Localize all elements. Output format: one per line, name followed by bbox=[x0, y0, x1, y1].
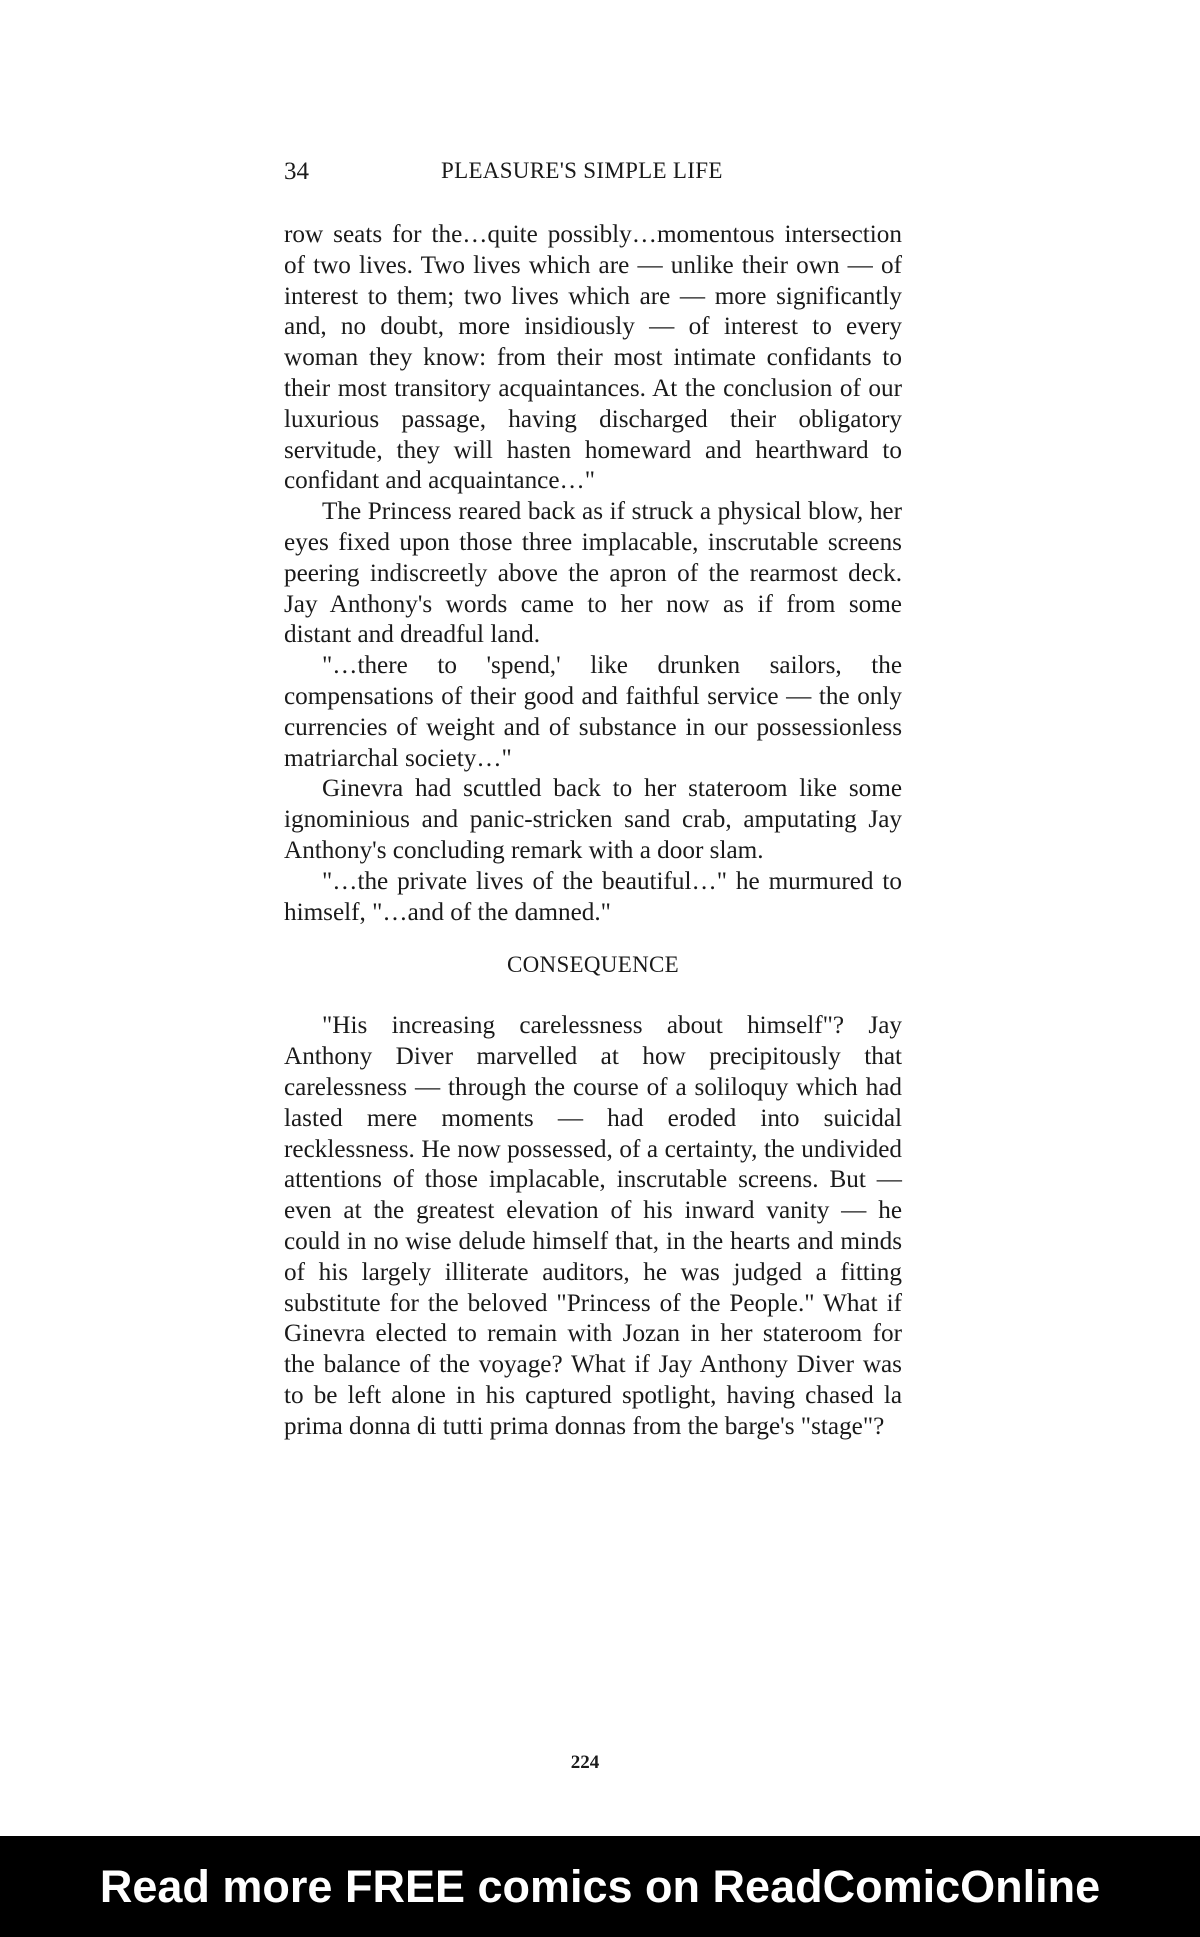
paragraph: "His increasing carelessness about himself"? Jay Anthony Diver marvelled at how precipitously that carelessness — through the course of a soliloquy which had lasted mere moments — had eroded into suicidal recklessness. He now possessed, of a certainty, the undivided attentions of those implacable, inscrutable screens. But — even at the greatest elevation of his inward vanity — he could in no wise delude himself that, in the hearts and minds of his largely illiterate auditors, he was judged a fitting substitute for the beloved "Princess of the People." What if Ginevra elected to remain with Jozan in her stateroom for the balance of the voyage? What if Jay Anthony Diver was to be left alone in his captured spotlight, having chased la prima donna di tutti prima donnas from the barge's "stage"? bbox=[284, 1012, 902, 1440]
paragraph: The Princess reared back as if struck a physical blow, her eyes fixed upon those three implacable, inscrutable screens peering indiscreetly above the apron of the rearmost deck. Jay Anthony's words came to her now as if from some distant and dreadful land. bbox=[284, 498, 902, 649]
footer-page-number: 224 bbox=[570, 1752, 600, 1773]
paragraph: "…the private lives of the beautiful…" he murmured to himself, "…and of the damned." bbox=[284, 867, 902, 926]
paragraph: row seats for the…quite possibly…momentous intersection of two lives. Two lives which are — unlike their own — of interest to them; two lives which are — more significantly and, no doubt, more insidiously — of interest to every woman they know: from their most intimate confidants to their most transitory acquaintances. At the conclusion of our luxurious passage, having discharged their obligatory servitude, they will hasten homeward and hearthward to confidant and acquaintance…" bbox=[284, 221, 902, 495]
promo-banner-text[interactable]: Read more FREE comics on ReadComicOnline bbox=[99, 1861, 1101, 1912]
promo-banner[interactable] bbox=[0, 1836, 1200, 1937]
paragraph: Ginevra had scuttled back to her stateroom like some ignominious and panic-stricken sand crab, amputating Jay Anthony's concluding remark with a door slam. bbox=[284, 775, 902, 864]
running-title: PLEASURE'S SIMPLE LIFE bbox=[441, 158, 723, 183]
paragraph: "…there to 'spend,' like drunken sailors, the compensations of their good and faithful service — the only currencies of weight and of substance in our possessionless matriarchal society…" bbox=[284, 652, 902, 772]
page-number: 34 bbox=[284, 158, 309, 185]
section-heading: CONSEQUENCE bbox=[507, 952, 679, 978]
body-text bbox=[284, 220, 902, 1442]
page-header bbox=[284, 158, 904, 192]
